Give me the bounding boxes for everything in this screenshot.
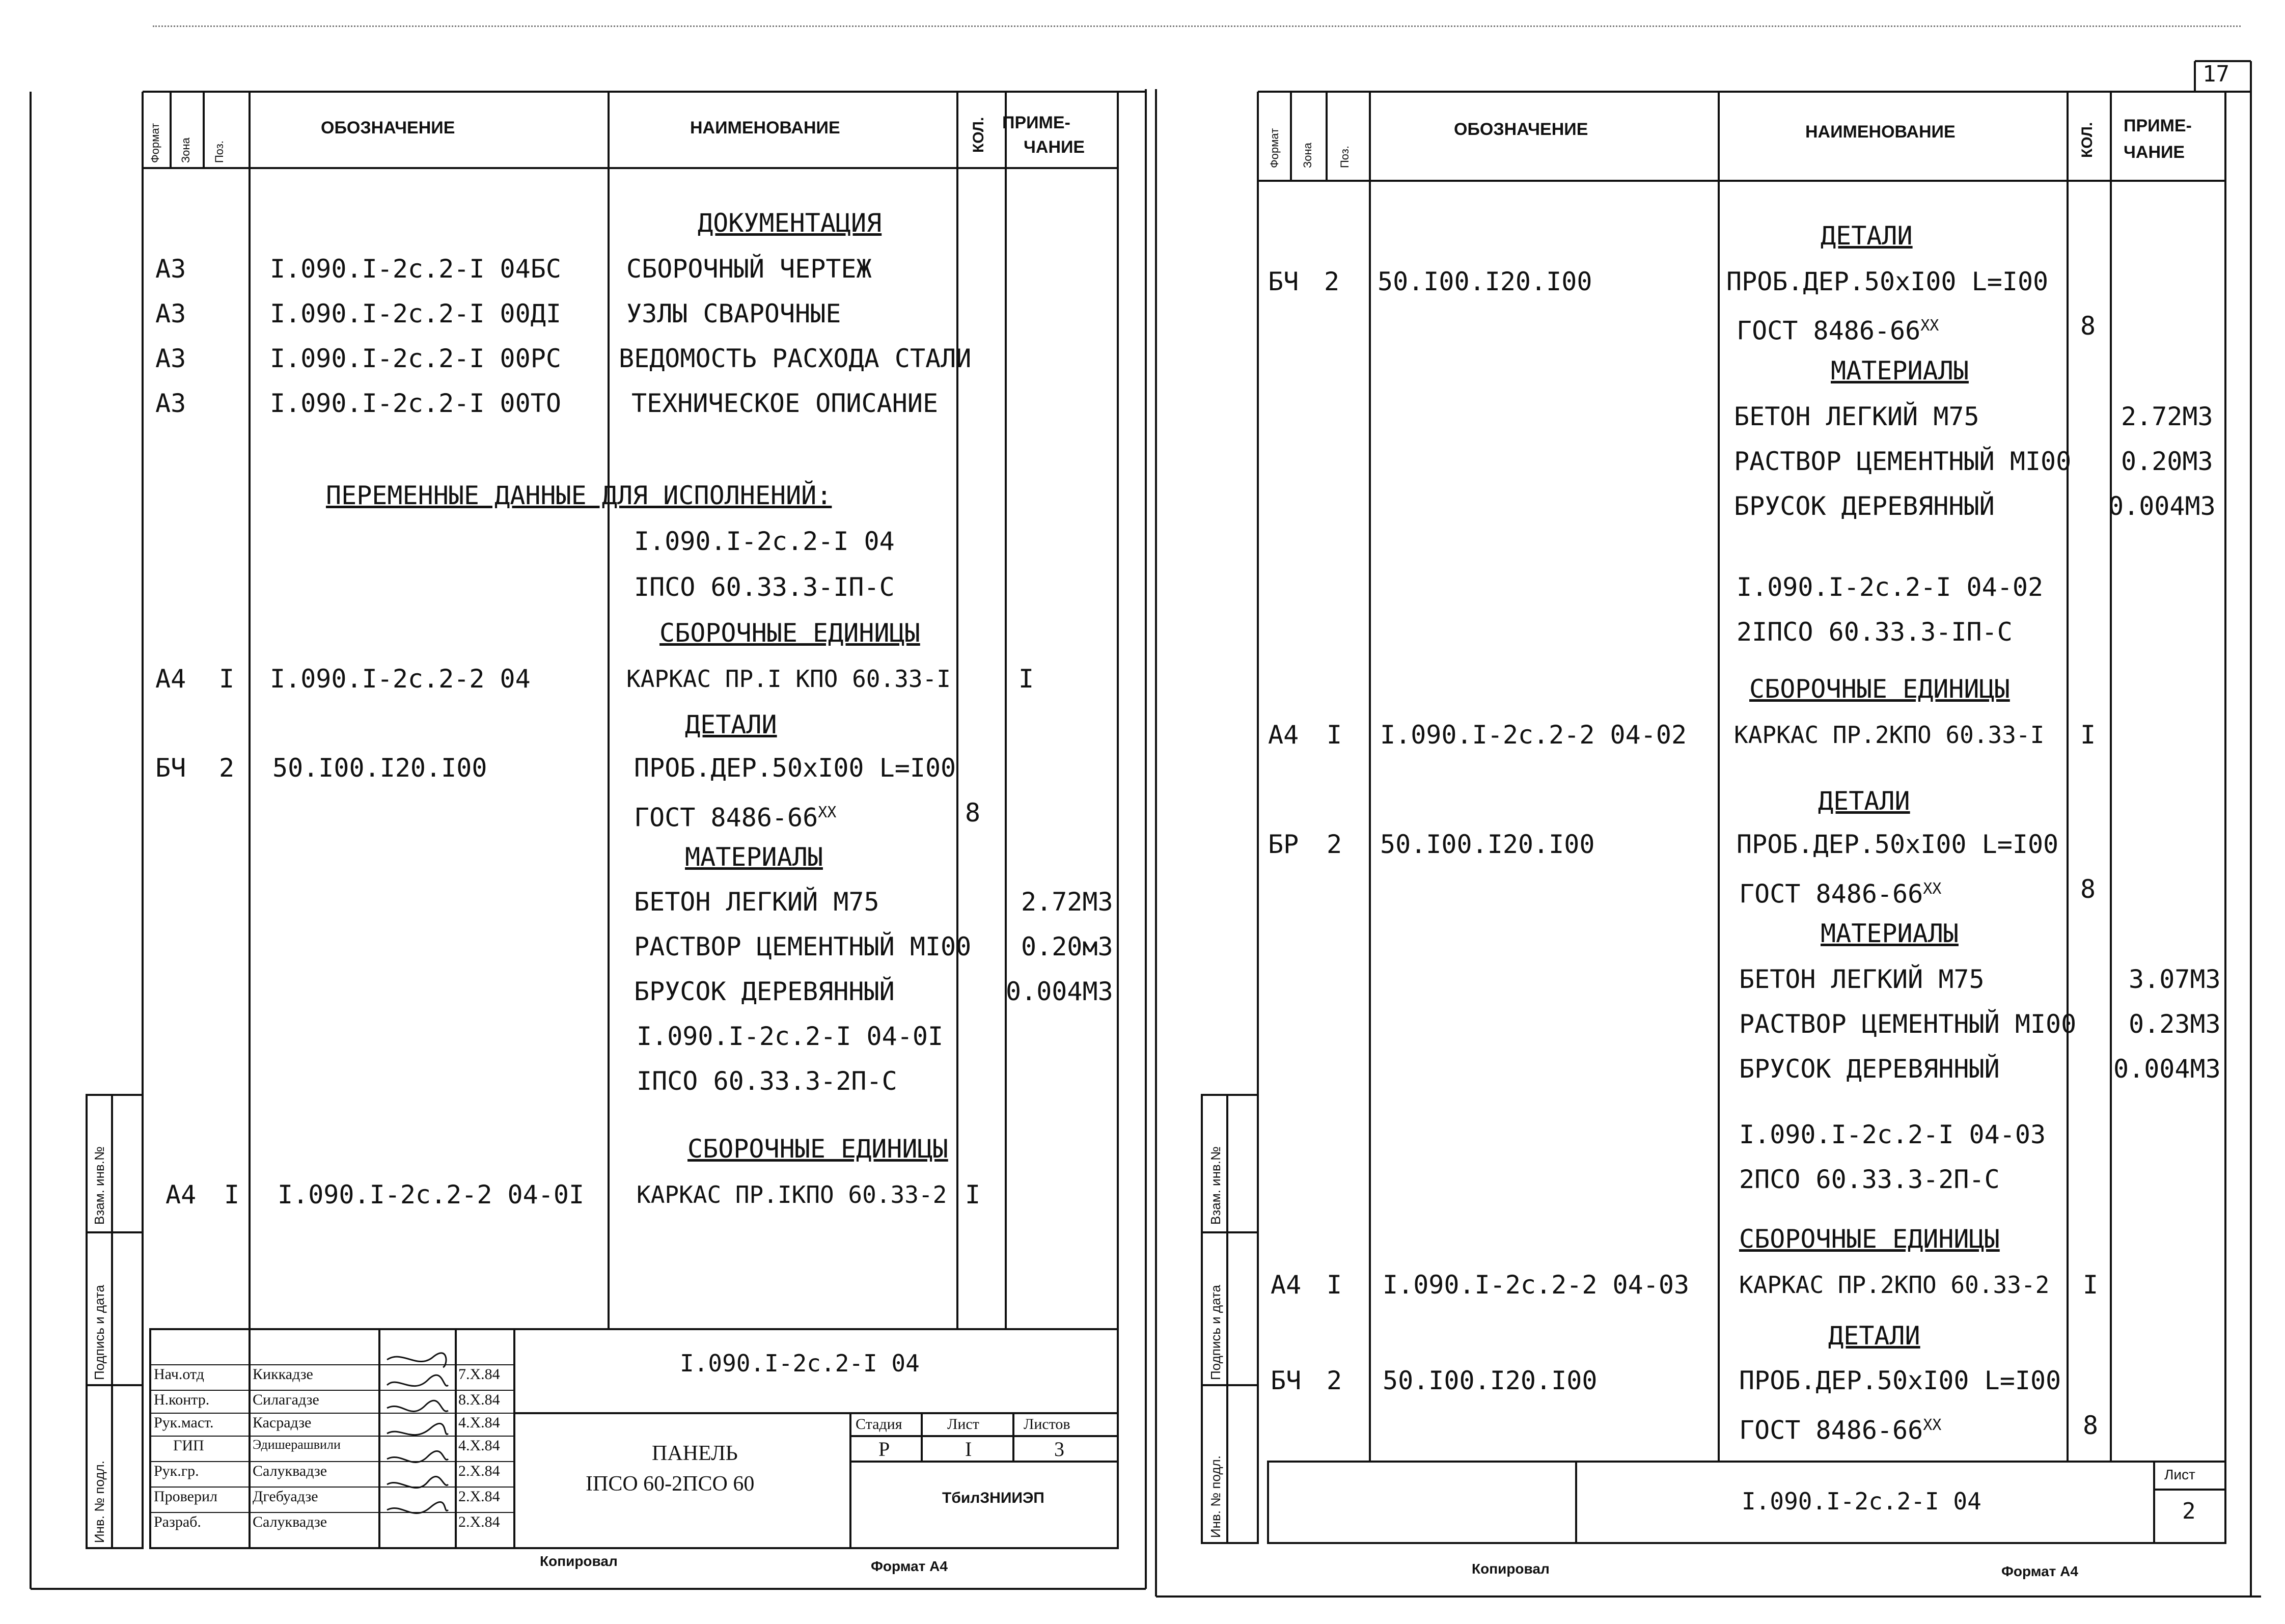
table-row-name: БРУСОК ДЕРЕВЯННЫЙ (1734, 491, 1995, 521)
right-footer-copied: Копировал (1472, 1561, 1550, 1577)
title-block-name: Салуквадзе (253, 1463, 327, 1479)
right-header-note-2: ЧАНИЕ (2124, 143, 2185, 162)
table-row-qty: I (1018, 664, 1034, 694)
table-row-qty: I (2083, 1270, 2099, 1300)
left-variant-designation: I.090.I-2с.2-I 04 (634, 527, 895, 556)
title-block-role: ГИП (173, 1437, 204, 1454)
title-block-name: Дгебуадзе (253, 1488, 318, 1505)
left-header-qty: КОЛ. (970, 117, 987, 153)
table-row-pos: 2 (1324, 267, 1340, 296)
title-block-sheets: 3 (1054, 1438, 1064, 1461)
table-row-qty: I (2080, 720, 2096, 750)
table-row-format: А3 (155, 389, 186, 418)
right-variant-mark: 2ПСО 60.33.3-2П-С (1739, 1165, 2000, 1194)
signatures (382, 1344, 453, 1548)
left-variant-mark: IПСО 60.33.3-2П-С (637, 1066, 897, 1096)
table-row-designation: I.090.I-2с.2-I 00РС (270, 344, 561, 373)
table-row-designation: I.090.I-2с.2-I 00ДI (270, 299, 561, 328)
right-sheet-number: 2 (2182, 1498, 2196, 1524)
table-row-format: А4 (1271, 1270, 1302, 1300)
left-header-format: Формат (149, 123, 161, 163)
table-row-qty: 8 (2083, 1411, 2099, 1440)
table-row-name: КАРКАС ПР.IКПО 60.33-2 (637, 1181, 947, 1208)
table-row-name (1739, 1411, 1941, 1445)
left-footer-format: Формат А4 (871, 1558, 948, 1574)
table-row-note: 2.72М3 (1021, 887, 1113, 917)
gost-text: ГОСТ 8486-66 (1739, 1415, 1923, 1445)
right-variant-designation: I.090.I-2с.2-I 04-03 (1739, 1120, 2046, 1149)
table-row-name: ПРОБ.ДЕР.50хI00 L=I00 (1737, 830, 2059, 859)
table-row-designation: 50.I00.I20.I00 (1378, 267, 1592, 296)
table-row-name: ТЕХНИЧЕСКОЕ ОПИСАНИЕ (631, 389, 939, 418)
right-footer-format: Формат А4 (2001, 1563, 2078, 1579)
title-block-name: Киккадзе (253, 1366, 313, 1383)
table-row-note: 0.20М3 (2121, 447, 2213, 476)
table-row-name: ПРОБ.ДЕР.50хI00 L=I00 (1739, 1366, 2061, 1395)
right-side-vzam-label: Взам. инв.№ (1208, 1146, 1223, 1225)
table-row-name: БЕТОН ЛЕГКИЙ М75 (1734, 402, 1979, 431)
title-block-name: Салуквадзе (253, 1513, 327, 1530)
right-section-details: ДЕТАЛИ (1818, 786, 1910, 816)
table-row-name: БЕТОН ЛЕГКИЙ М75 (1739, 965, 1985, 994)
gost-text: ГОСТ 8486-66 (1737, 316, 1921, 346)
left-variable-data-heading: ПЕРЕМЕННЫЕ ДАННЫЕ ДЛЯ ИСПОЛНЕНИЙ: (326, 481, 832, 510)
gost-sup: ХХ (1923, 880, 1942, 898)
gost-text: ГОСТ 8486-66 (1739, 879, 1923, 909)
gost-sup: ХХ (1920, 317, 1939, 335)
title-block-date: 2.X.84 (458, 1513, 500, 1530)
gost-sup: ХХ (818, 804, 837, 821)
title-block-date: 7.X.84 (458, 1366, 500, 1383)
table-row-qty: 8 (2080, 874, 2096, 904)
table-row-name: УЗЛЫ СВАРОЧНЫЕ (626, 299, 841, 328)
gost-text: ГОСТ 8486-66 (634, 803, 818, 833)
left-side-podpis-label: Подпись и дата (92, 1284, 107, 1380)
table-row-note: 2.72М3 (2121, 402, 2213, 431)
table-row-qty: I (965, 1180, 981, 1209)
table-row-name (634, 799, 836, 832)
table-row-pos: I (224, 1180, 240, 1209)
table-row-designation: I.090.I-2с.2-I 04БС (270, 254, 561, 284)
table-row-pos: 2 (1327, 830, 1342, 859)
table-row-designation: 50.I00.I20.I00 (1383, 1366, 1598, 1395)
table-row-format: БР (1268, 830, 1299, 859)
table-row-format: А4 (1268, 720, 1299, 750)
table-row-name: ПРОБ.ДЕР.50хI00 L=I00 (634, 753, 956, 783)
right-header-name: НАИМЕНОВАНИЕ (1805, 122, 1956, 142)
table-row-note: 0.004М3 (1006, 977, 1113, 1006)
title-block-date: 2.X.84 (458, 1488, 500, 1505)
right-section-assembly: СБОРОЧНЫЕ ЕДИНИЦЫ (1739, 1224, 2000, 1254)
table-row-designation: I.090.I-2с.2-2 04 (270, 664, 531, 694)
table-row-pos: I (1327, 1270, 1342, 1300)
right-section-assembly: СБОРОЧНЫЕ ЕДИНИЦЫ (1749, 674, 2010, 704)
right-section-details: ДЕТАЛИ (1821, 221, 1913, 251)
right-variant-designation: I.090.I-2с.2-I 04-02 (1737, 572, 2044, 602)
table-row-designation: I.090.I-2с.2-I 00ТО (270, 389, 561, 418)
table-row-note: 0.004М3 (2108, 491, 2216, 521)
title-block-title-1: ПАНЕЛЬ (652, 1442, 738, 1465)
right-variant-mark: 2IПСО 60.33.3-IП-С (1737, 617, 2013, 647)
left-header-note-1: ПРИМЕ- (1002, 113, 1070, 132)
right-header-note-1: ПРИМЕ- (2124, 116, 2192, 135)
left-footer-copied: Копировал (540, 1553, 618, 1569)
table-row-name: БРУСОК ДЕРЕВЯННЫЙ (634, 977, 895, 1006)
title-block-title-2: IПСО 60-2ПСО 60 (586, 1472, 755, 1496)
table-row-name (1737, 312, 1939, 345)
left-header-note-2: ЧАНИЕ (1024, 137, 1085, 157)
table-row-name: РАСТВОР ЦЕМЕНТНЫЙ МI00 (1734, 447, 2072, 476)
table-row-pos: 2 (219, 753, 235, 783)
title-block-name: Касрадзе (253, 1414, 312, 1431)
table-row-note: 0.20м3 (1021, 932, 1113, 961)
table-row-format: А4 (155, 664, 186, 694)
left-section-assembly: СБОРОЧНЫЕ ЕДИНИЦЫ (687, 1134, 948, 1164)
table-row-name: БЕТОН ЛЕГКИЙ М75 (634, 887, 879, 917)
left-header-pos: Поз. (213, 141, 226, 163)
table-row-format: А3 (155, 254, 186, 284)
table-row-designation: 50.I00.I20.I00 (1380, 830, 1595, 859)
table-row-name: КАРКАС ПР.2КПО 60.33-I (1734, 721, 2045, 749)
left-header-name: НАИМЕНОВАНИЕ (690, 118, 840, 137)
right-sheet-label: Лист (2164, 1467, 2195, 1482)
right-side-podpis-label: Подпись и дата (1208, 1284, 1223, 1380)
title-block-org: ТбилЗНИИЭП (942, 1490, 1044, 1506)
right-header-format: Формат (1268, 128, 1281, 168)
table-row-name: РАСТВОР ЦЕМЕНТНЫЙ МI00 (1739, 1009, 2077, 1039)
title-block-name: Силагадзе (253, 1391, 319, 1408)
table-row-format: А3 (155, 299, 186, 328)
right-section-materials: МАТЕРИАЛЫ (1831, 356, 1969, 386)
table-row-format: БЧ (155, 753, 186, 783)
title-block-role: Н.контр. (154, 1391, 210, 1408)
left-section-assembly: СБОРОЧНЫЕ ЕДИНИЦЫ (659, 618, 920, 648)
table-row-name: ВЕДОМОСТЬ РАСХОДА СТАЛИ (619, 344, 972, 373)
table-row-designation: I.090.I-2с.2-2 04-03 (1383, 1270, 1690, 1300)
table-row-note: 3.07М3 (2129, 965, 2221, 994)
title-block-stage: Р (878, 1438, 890, 1461)
table-row-name: КАРКАС ПР.I КПО 60.33-I (626, 665, 951, 693)
table-row-name: КАРКАС ПР.2КПО 60.33-2 (1739, 1271, 2050, 1299)
left-section-documentation: ДОКУМЕНТАЦИЯ (698, 208, 882, 238)
title-block-doc-number: I.090.I-2с.2-I 04 (680, 1350, 920, 1377)
table-row-format: БЧ (1268, 267, 1299, 296)
table-row-qty: 8 (965, 798, 981, 828)
title-block-date: 8.X.84 (458, 1391, 500, 1408)
left-section-materials: МАТЕРИАЛЫ (685, 842, 823, 872)
table-row-name: РАСТВОР ЦЕМЕНТНЫЙ МI00 (634, 932, 972, 961)
table-row-name: БРУСОК ДЕРЕВЯННЫЙ (1739, 1054, 2000, 1084)
table-row-pos: 2 (1327, 1366, 1342, 1395)
title-block-sheet-label: Лист (947, 1416, 979, 1433)
table-row-pos: I (1327, 720, 1342, 750)
table-row-note: 0.004М3 (2113, 1054, 2221, 1084)
right-header-zone: Зона (1301, 143, 1314, 168)
gost-sup: ХХ (1923, 1416, 1942, 1434)
title-block-role: Рук.маст. (154, 1414, 214, 1431)
table-row-format: А4 (166, 1180, 197, 1209)
left-header-designation: ОБОЗНАЧЕНИЕ (321, 118, 455, 137)
table-row-format: БЧ (1271, 1366, 1302, 1395)
title-block-sheet: I (965, 1438, 972, 1461)
table-row-name: СБОРОЧНЫЙ ЧЕРТЕЖ (626, 254, 872, 284)
table-row-note: 0.23М3 (2129, 1009, 2221, 1039)
right-header-qty: КОЛ. (2079, 122, 2096, 158)
table-row-designation: 50.I00.I20.I00 (272, 753, 487, 783)
title-block-date: 2.X.84 (458, 1463, 500, 1479)
table-row-name (1739, 875, 1941, 909)
right-header-designation: ОБОЗНАЧЕНИЕ (1454, 120, 1588, 139)
left-section-details: ДЕТАЛИ (685, 710, 777, 739)
title-block-role: Нач.отд (154, 1366, 204, 1383)
title-block-role: Рук.гр. (154, 1463, 199, 1479)
table-row-qty: 8 (2080, 311, 2096, 341)
table-row-designation: I.090.I-2с.2-2 04-0I (278, 1180, 585, 1209)
left-side-vzam-label: Взам. инв.№ (92, 1146, 107, 1225)
title-block-name: Эдишерашвили (253, 1437, 341, 1452)
right-side-inv-label: Инв. № подл. (1208, 1455, 1223, 1538)
table-row-designation: I.090.I-2с.2-2 04-02 (1380, 720, 1687, 750)
left-header-zone: Зона (179, 137, 192, 163)
table-row-format: А3 (155, 344, 186, 373)
title-block-role: Проверил (154, 1488, 217, 1505)
right-section-details: ДЕТАЛИ (1828, 1321, 1920, 1351)
title-block-role: Разраб. (154, 1513, 201, 1530)
title-block-date: 4.X.84 (458, 1414, 500, 1431)
right-doc-number: I.090.I-2с.2-I 04 (1742, 1488, 1981, 1515)
title-block-stage-label: Стадия (856, 1416, 902, 1433)
left-variant-mark: IПСО 60.33.3-IП-С (634, 572, 895, 602)
table-row-name: ПРОБ.ДЕР.50хI00 L=I00 (1726, 267, 2049, 296)
table-row-pos: I (219, 664, 235, 694)
left-side-inv-label: Инв. № подл. (92, 1461, 107, 1543)
left-variant-designation: I.090.I-2с.2-I 04-0I (637, 1022, 944, 1051)
title-block-date: 4.X.84 (458, 1437, 500, 1454)
title-block-sheets-label: Листов (1024, 1416, 1070, 1433)
right-section-materials: МАТЕРИАЛЫ (1821, 919, 1959, 948)
page-number: 17 (2203, 61, 2229, 87)
right-header-pos: Поз. (1338, 146, 1351, 168)
